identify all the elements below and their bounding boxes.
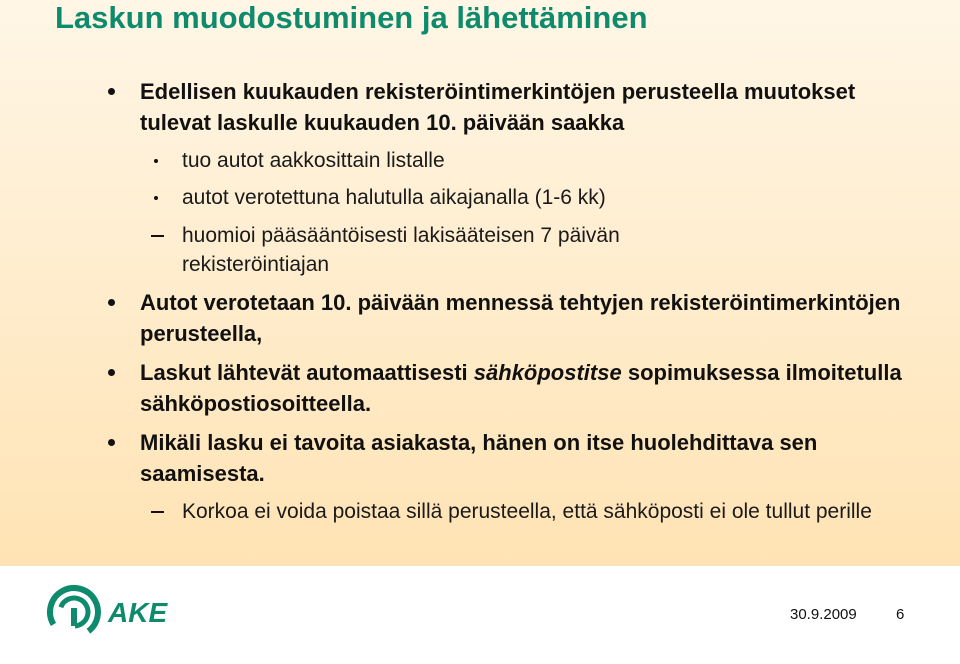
bullet-text: tuo autot aakkosittain listalle bbox=[182, 149, 445, 172]
bullet-text-start: Laskut lähtevät automaattisesti bbox=[140, 360, 474, 385]
bullet-text: Autot verotetaan 10. päivään mennessä tehtyjen rekisteröintimerkintöjen perusteella, bbox=[140, 290, 901, 346]
bullet-dot-icon bbox=[108, 369, 115, 376]
bullet-text-end: sopimuksessa ilmoitetulla sähköpostiosoitteella. bbox=[140, 360, 902, 416]
bullet-dot-icon bbox=[108, 88, 115, 95]
bullet-text: autot verotettuna halutulla aikajanalla (1-6 kk) bbox=[182, 186, 606, 209]
bullet-2 bbox=[140, 287, 920, 349]
bullet-text: Korkoa ei voida poistaa sillä perusteella, että sähköposti ei ole tullut perille bbox=[182, 500, 872, 523]
ake-logo bbox=[44, 582, 204, 642]
sub-bullet-4 bbox=[182, 497, 922, 526]
bullet-text-emphasis: sähköpostitse bbox=[473, 360, 622, 385]
bullet-dot-icon bbox=[108, 299, 115, 306]
bullet-text: huomioi pääsääntöisesti lakisääteisen 7 päivän rekisteröintiajan bbox=[182, 224, 620, 276]
bullet-4 bbox=[140, 427, 920, 489]
dash-icon bbox=[151, 235, 164, 237]
bullet-text: Mikäli lasku ei tavoita asiakasta, hänen on itse huolehdittava sen saamisesta. bbox=[140, 430, 818, 486]
logo-text: AKE bbox=[108, 597, 168, 628]
bullet-dot-icon bbox=[154, 159, 158, 163]
dash-icon bbox=[151, 511, 164, 513]
bullet-3 bbox=[140, 357, 920, 419]
bullet-text: Edellisen kuukauden rekisteröintimerkintöjen perusteella muutokset tulevat laskulle kuukauden 10. päivään saakka bbox=[140, 79, 856, 135]
bullet-dot-icon bbox=[108, 439, 115, 446]
bullet-1 bbox=[140, 76, 920, 138]
bullet-dot-icon bbox=[154, 196, 158, 200]
sub-bullet-1 bbox=[182, 146, 902, 175]
page-number: 6 bbox=[896, 606, 905, 623]
sub-bullet-3 bbox=[182, 221, 742, 279]
slide-title: Laskun muodostuminen ja lähettäminen bbox=[55, 0, 648, 35]
ake-logo-icon bbox=[44, 582, 204, 642]
footer-date: 30.9.2009 bbox=[790, 606, 857, 623]
sub-bullet-2 bbox=[182, 183, 902, 212]
